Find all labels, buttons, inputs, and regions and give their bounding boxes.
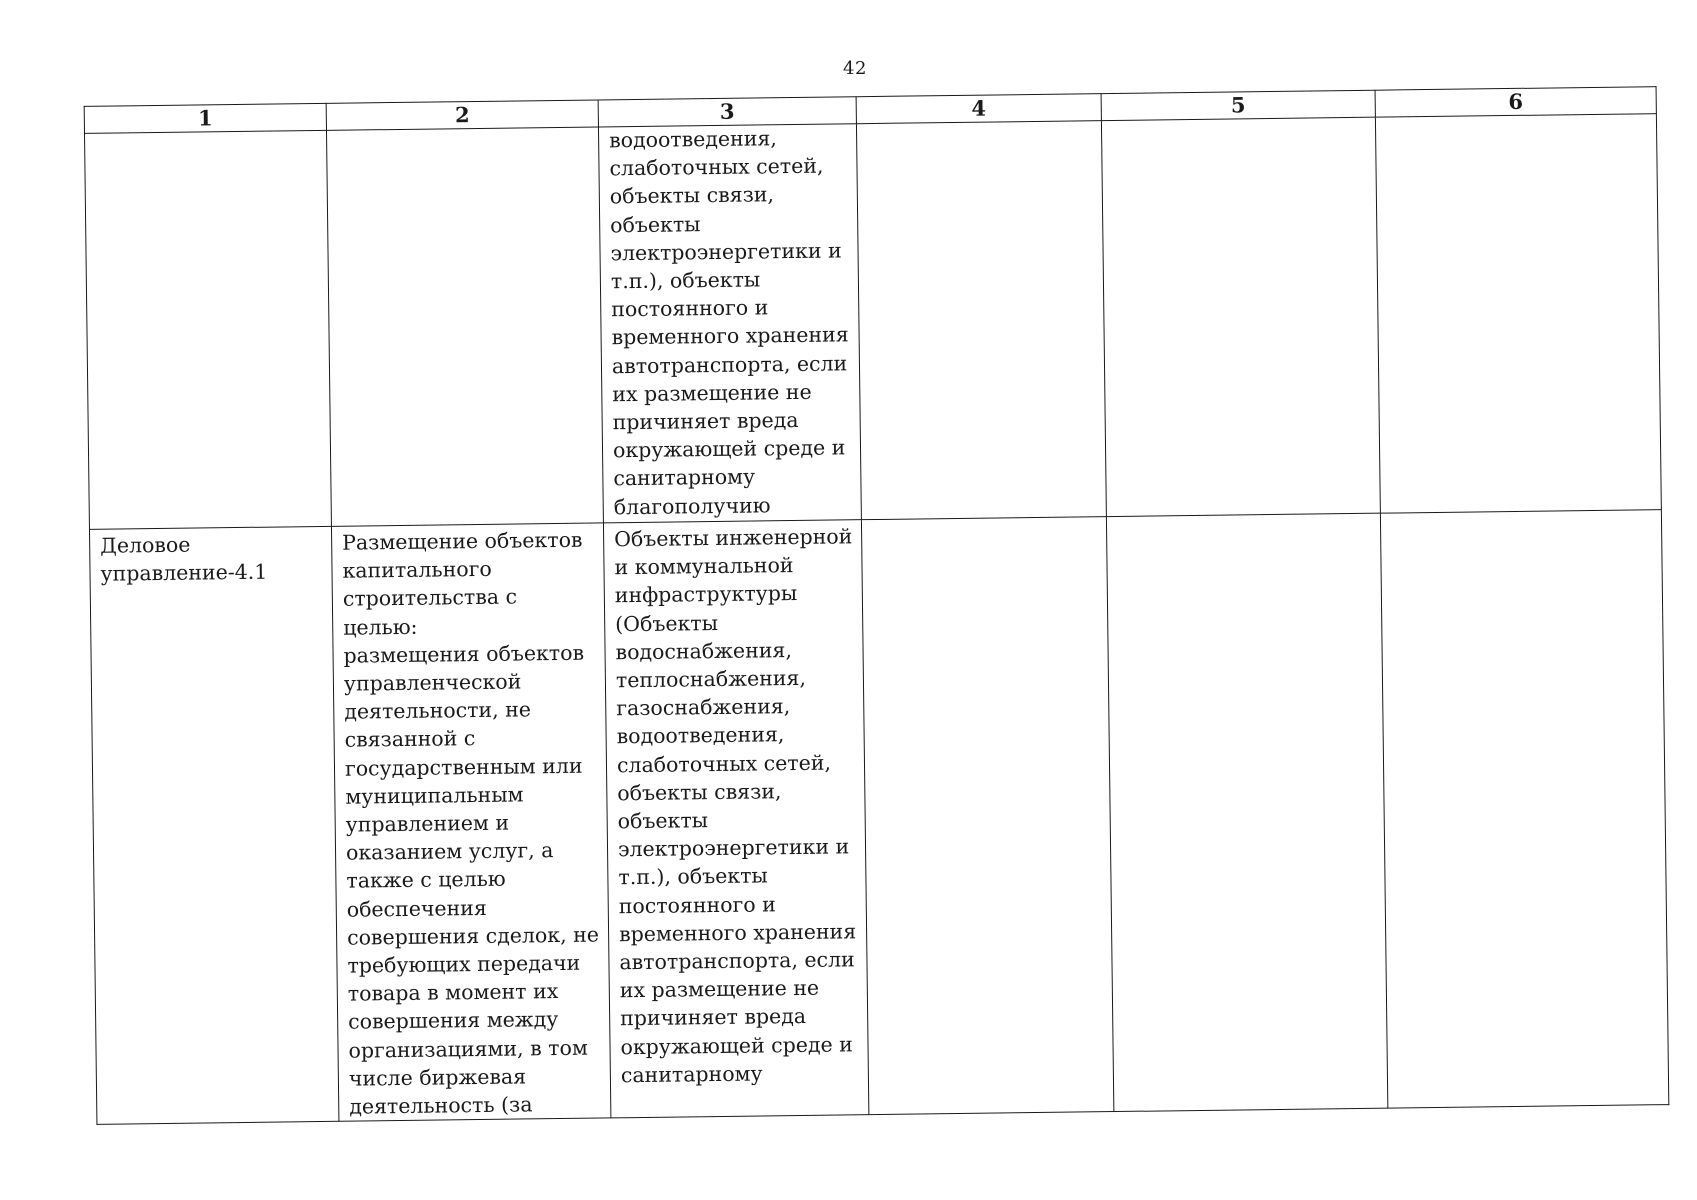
table-cell [598,124,861,523]
cell-text: Объекты инженерной и коммунальной инфраструктуры (Объекты водоснабжения, теплоснабжения, газоснабжения, водоотведения, слаботочных сетей, объекты связи, объекты электроэнергетики и т.п.), объекты постоянного и временного хранения автотранспорта, если их размещение не причиняет вреда окружающей среде и санитарному [613,524,857,1088]
table-cell [1101,117,1380,516]
column-header-1: 1 [84,103,326,133]
table-cell [85,130,332,529]
column-header-2: 2 [326,100,598,130]
cell-text [872,519,1098,522]
column-header-3: 3 [598,97,856,127]
cell-text [1391,512,1653,515]
document-table [84,86,1670,1125]
table-cell [861,517,1113,1115]
cell-text [1117,516,1372,519]
table-cell [1375,114,1661,513]
cell-text: Размещение объектов капитального строительства с целью: размещения объектов управленческой деятельности, не связанной с государственным или муниципальным управлением и оказанием услуг, а также с целью обеспечения совершения сделок, не требующих передачи товара в момент их совершения между организациями, в том числе биржевая деятельность (за [342,527,600,1119]
table-row [89,510,1668,1125]
table-cell [603,520,868,1118]
table-cell [89,526,338,1124]
table-cell [331,523,610,1122]
column-header-6: 6 [1375,87,1656,118]
table-cell [1106,513,1387,1112]
column-header-5: 5 [1101,90,1375,120]
table-cell [326,127,603,526]
table-cell [856,121,1106,520]
page-number: 42 [843,58,867,79]
cell-text: водоотведения, слаботочных сетей, объекты связи, объекты электроэнергетики и т.п.), объекты постоянного и временного хранения автотранспорта, если их размещение не причиняет вреда окружающей среде и санитарному благополучию [608,126,849,519]
column-header-4: 4 [856,94,1101,124]
table-row [85,114,1662,530]
table-cell [1380,510,1668,1109]
cell-text: Деловое управление-4.1 [100,532,268,586]
